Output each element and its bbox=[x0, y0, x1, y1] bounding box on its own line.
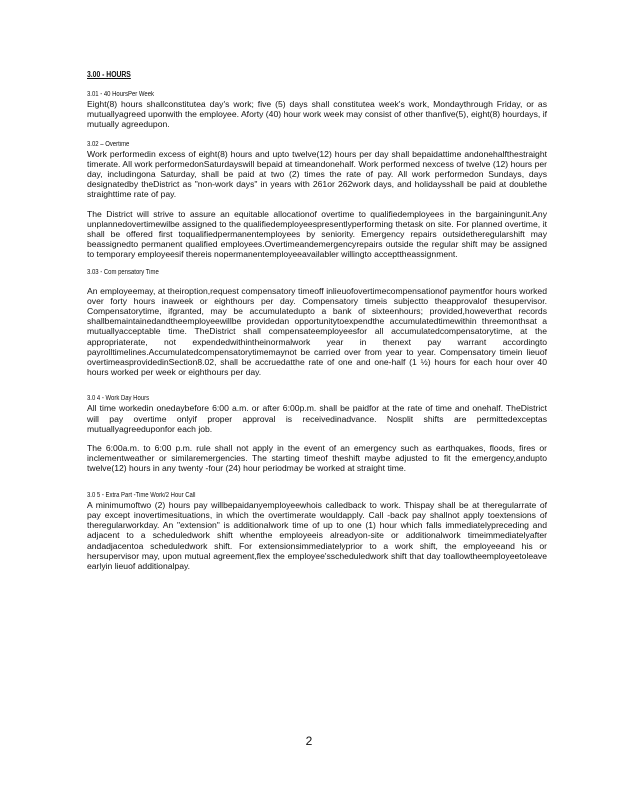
section-title: 3.02 – Overtime bbox=[87, 140, 130, 148]
section-paragraph: All time workedin onedaybefore 6:00 a.m. or after 6:00p.m. shall be paidfor at the rate of time and onehalf. TheDistrict will pay overtime onlyif proper approval is receivedinadvance. Nosplit shifts are permittedexceptas mutuallyagreeduponfor each job. bbox=[87, 403, 547, 434]
section-title: 3.01 - 40 HoursPer Week bbox=[87, 91, 155, 98]
document-body bbox=[87, 70, 547, 571]
section-3-04 bbox=[87, 395, 547, 473]
section-paragraph: The District will strive to assure an equitable allocationof overtime to qualifiedemployees in the bargainingunit.Any unplannedovertimewilbe assigned to the qualifiedemployeespresentlyperforming thetask on site. For planned overtime, it shall be offered first toqualifiedpermanentemployees by seniority. Emergency repairs outsidetheregularshift may beassignedto permanent qualified employees.Overtimeandemergencyrepairs outside the regular shift may be assigned to temporary employeesif thereis nopermanentemployeeavailabler willingto accepttheassignment. bbox=[87, 208, 547, 260]
section-paragraph: Eight(8) hours shallconstitutea day's work; five (5) days shall constitutea week's work, Mondaythrough Friday, or as mutuallyagreed uponwith the employee. Aforty (40) hour work week may consist of other thanfive(5), eight(8) hourdays, if mutually agreedupon. bbox=[87, 99, 547, 130]
section-title: 3.03 - Com pensatory Time bbox=[87, 268, 159, 276]
section-paragraph: A minimumoftwo (2) hours pay willbepaidanyemployeewhois calledback to work. Thispay shall be at theregularrate of pay except inovertimesituations, in which the overtimerate wouldapply. Call -back pay shallnot apply toextensions of theregularworkday. An "extension" is additionalwork time of up to one (1) hour which falls immediatelypreceding and adjacent to a scheduledwork shift whenthe employeeis alreadyon-site or additionalwork timeimmediatelyafter andadjacentoa scheduledwork shift. For extensionsimmediatelyprior to a work shift, the employeeand his or hersupervisor may, upon mutual agreement,flex the employee'sscheduledwork shift that day toallowtheemployeetoleave earlyin lieuof additionalpay. bbox=[87, 499, 547, 571]
section-paragraph: Work performedin excess of eight(8) hours and upto twelve(12) hours per day shall bepaidattime andonehalfthestraight timerate. All work performedonSaturdayswill bepaid at timeandonehalf. Work performed nexcess of twelve (12) hours per day, includingona Saturday, shall be paid at two (2) times the rate of pay. All work performedon Sundays, days designatedby theDistrict as "non-work days" in years with 261or 262work days, and holidaysshall be paid at doublethe straighttime rate of pay. bbox=[87, 148, 547, 200]
section-3-01 bbox=[87, 91, 547, 130]
main-heading: 3.00 - HOURS bbox=[87, 70, 131, 79]
section-3-05 bbox=[87, 492, 547, 571]
section-title: 3.0 4 - Work Day Hours bbox=[87, 395, 150, 403]
page-number: 2 bbox=[305, 734, 313, 748]
section-3-02 bbox=[87, 141, 547, 260]
section-title: 3.0 5 - Extra Part -Time Work/2 Hour Call bbox=[87, 491, 196, 499]
section-3-03 bbox=[87, 269, 547, 378]
section-paragraph: The 6:00a.m. to 6:00 p.m. rule shall not apply in the event of an emergency such as earthquakes, floods, fires or inclementweather or similaremergencies. The starting timeof theshift maybe adjusted to fit the emergency,andupto twelve(12) hours in any twenty -four (24) hour periodmay be worked at straight time. bbox=[87, 443, 547, 474]
section-paragraph: An employeemay, at theiroption,request compensatory timeoff inlieuofovertimecompensationof paymentfor hours worked over forty hours inaweek or eighthours per day. Compensatory timeis subjectto theapprovalof thesupervisor. Compensatorytime, ifgranted, may be accumulatedupto a bank of sixteenhours; provided,howeverthat records shallbemaintainedandtheemployeewillbe providedan opportunitytoexpendthe accumulatedtimewithin threemonthsat a mutuallyacceptable time. TheDistrict shall compensateemployeesfor all accumulatedcompensatorytime, at the appropriaterate, not expendedwithintheinormalwork year in thenext pay warrant accordingto payrolltimelines.Accumulatedcompensatorytimemaynot be carried over from year to year. Compensatory timein lieuof overtimeasprovidedinSection8.02, shall be accruedatthe rate of one and one-half (1 ½) hours for each hour over 40 hours worked per week or eighthours per day. bbox=[87, 285, 547, 378]
